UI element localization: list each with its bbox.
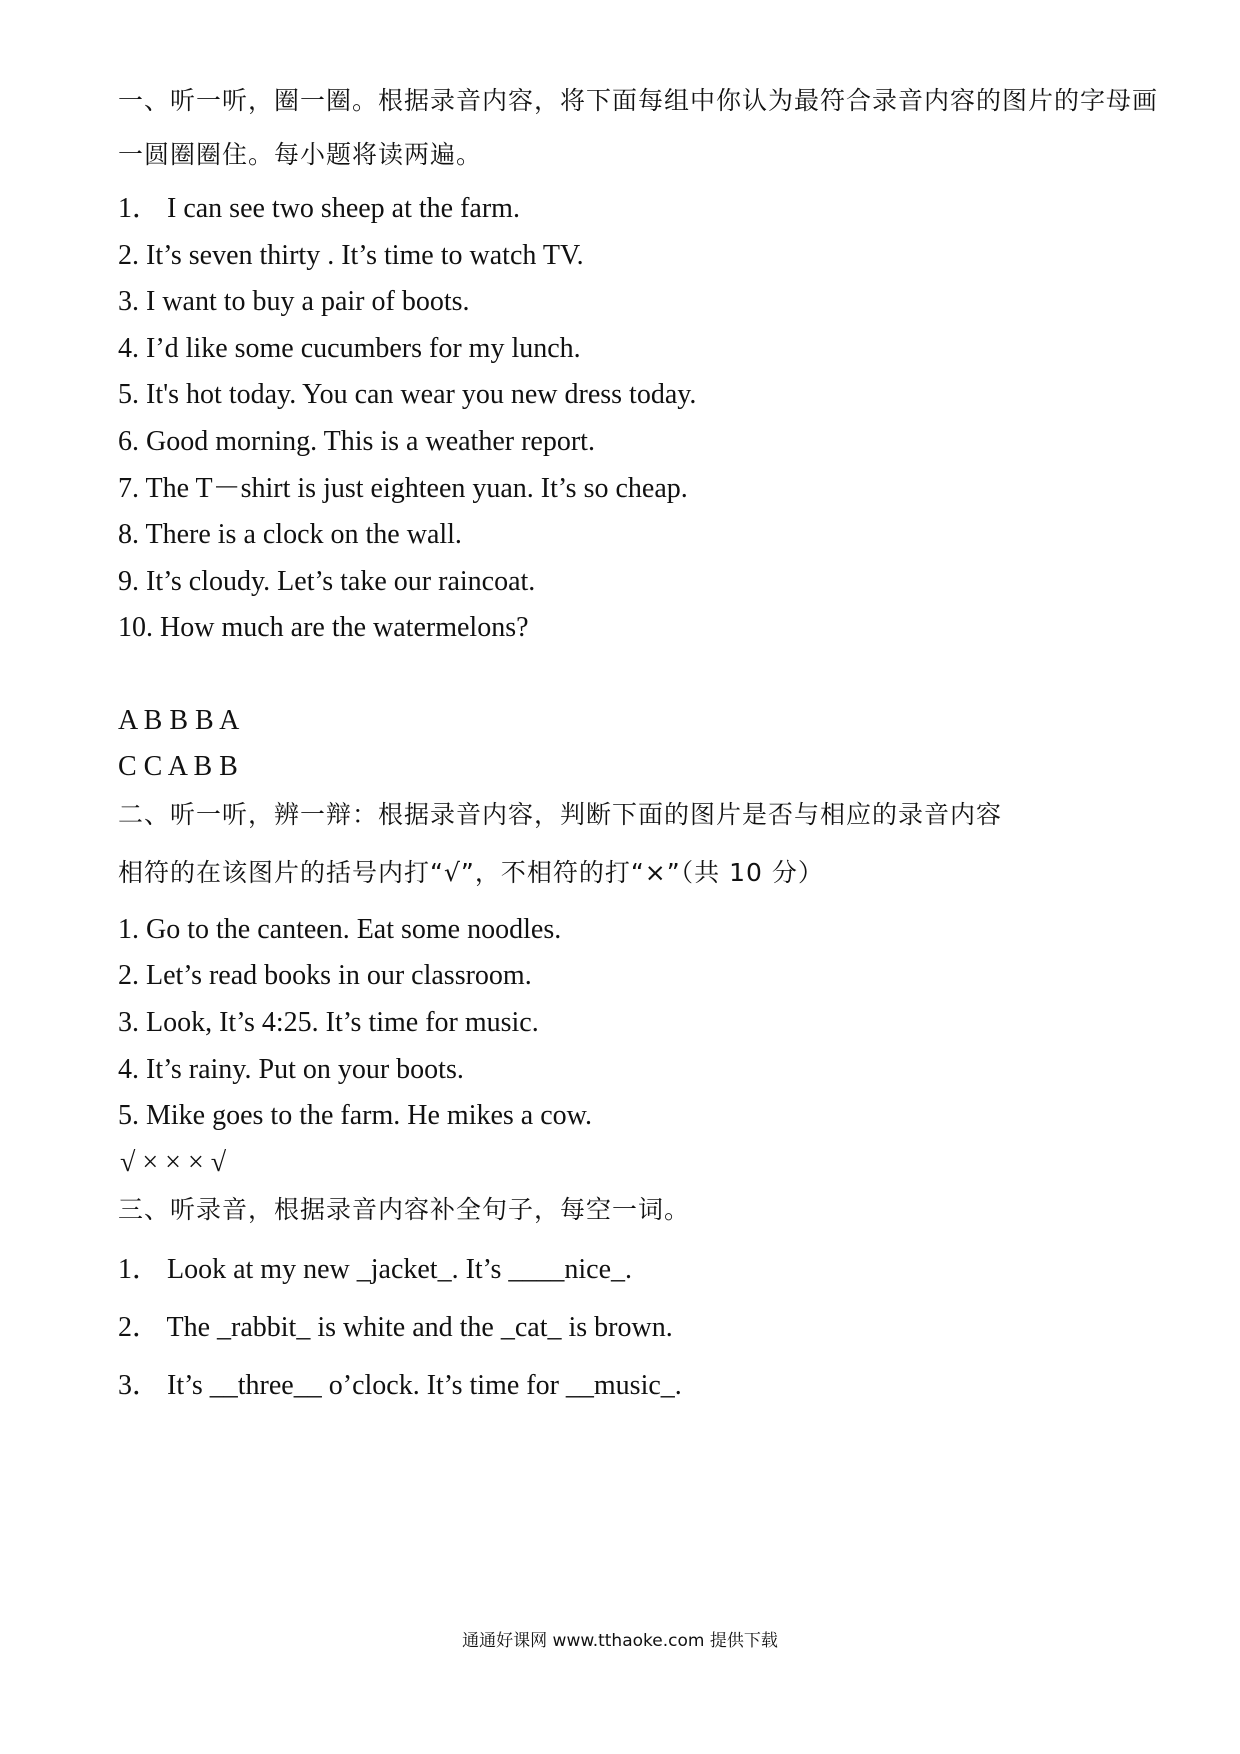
section2-item: 2. Let’s read books in our classroom. [118,960,532,991]
section1-heading-line1: 一、听一听，圈一圈。根据录音内容，将下面每组中你认为最符合录音内容的图片的字母画 [118,86,1159,115]
section1-item: 10. How much are the watermelons? [118,612,529,643]
section1-answers-line1: A B B B A [118,705,240,736]
section3-item: 1． Look at my new _jacket_. It’s ____nice_. [118,1254,632,1285]
section1-answers-line2: C C A B B [118,751,238,782]
section1-item: 9. It’s cloudy. Let’s take our raincoat. [118,566,536,597]
section2-heading-line2: 相符的在该图片的括号内打“√”，不相符的打“×”（共 10 分） [118,858,824,887]
section1-item: 5. It's hot today. You can wear you new dress today. [118,379,697,410]
page-footer: 通通好课网 www.tthaoke.com 提供下载 [462,1631,778,1651]
section2-item: 4. It’s rainy. Put on your boots. [118,1054,464,1085]
section2-answers: √ × × × √ [120,1147,227,1178]
section1-item: 1． I can see two sheep at the farm. [118,193,520,224]
section1-heading-line2: 一圆圈圈住。每小题将读两遍。 [118,140,483,169]
section3-item: 2． The _rabbit_ is white and the _cat_ is brown. [118,1312,673,1343]
section3-item: 3． It’s __three__ o’clock. It’s time for __music_. [118,1370,682,1401]
section1-item: 6. Good morning. This is a weather report. [118,426,595,457]
section1-item: 8. There is a clock on the wall. [118,519,462,550]
section1-item: 3. I want to buy a pair of boots. [118,286,470,317]
section2-item: 5. Mike goes to the farm. He mikes a cow. [118,1100,593,1131]
section1-item: 2. It’s seven thirty . It’s time to watch TV. [118,240,584,271]
section1-item: 4. I’d like some cucumbers for my lunch. [118,333,581,364]
section2-item: 1. Go to the canteen. Eat some noodles. [118,914,562,945]
section2-heading-line1: 二、听一听，辨一辩：根据录音内容，判断下面的图片是否与相应的录音内容 [118,800,1003,829]
section1-item: 7. The T－shirt is just eighteen yuan. It’s so cheap. [118,473,688,504]
section2-item: 3. Look, It’s 4:25. It’s time for music. [118,1007,539,1038]
section3-heading: 三、听录音，根据录音内容补全句子，每空一词。 [118,1195,691,1224]
